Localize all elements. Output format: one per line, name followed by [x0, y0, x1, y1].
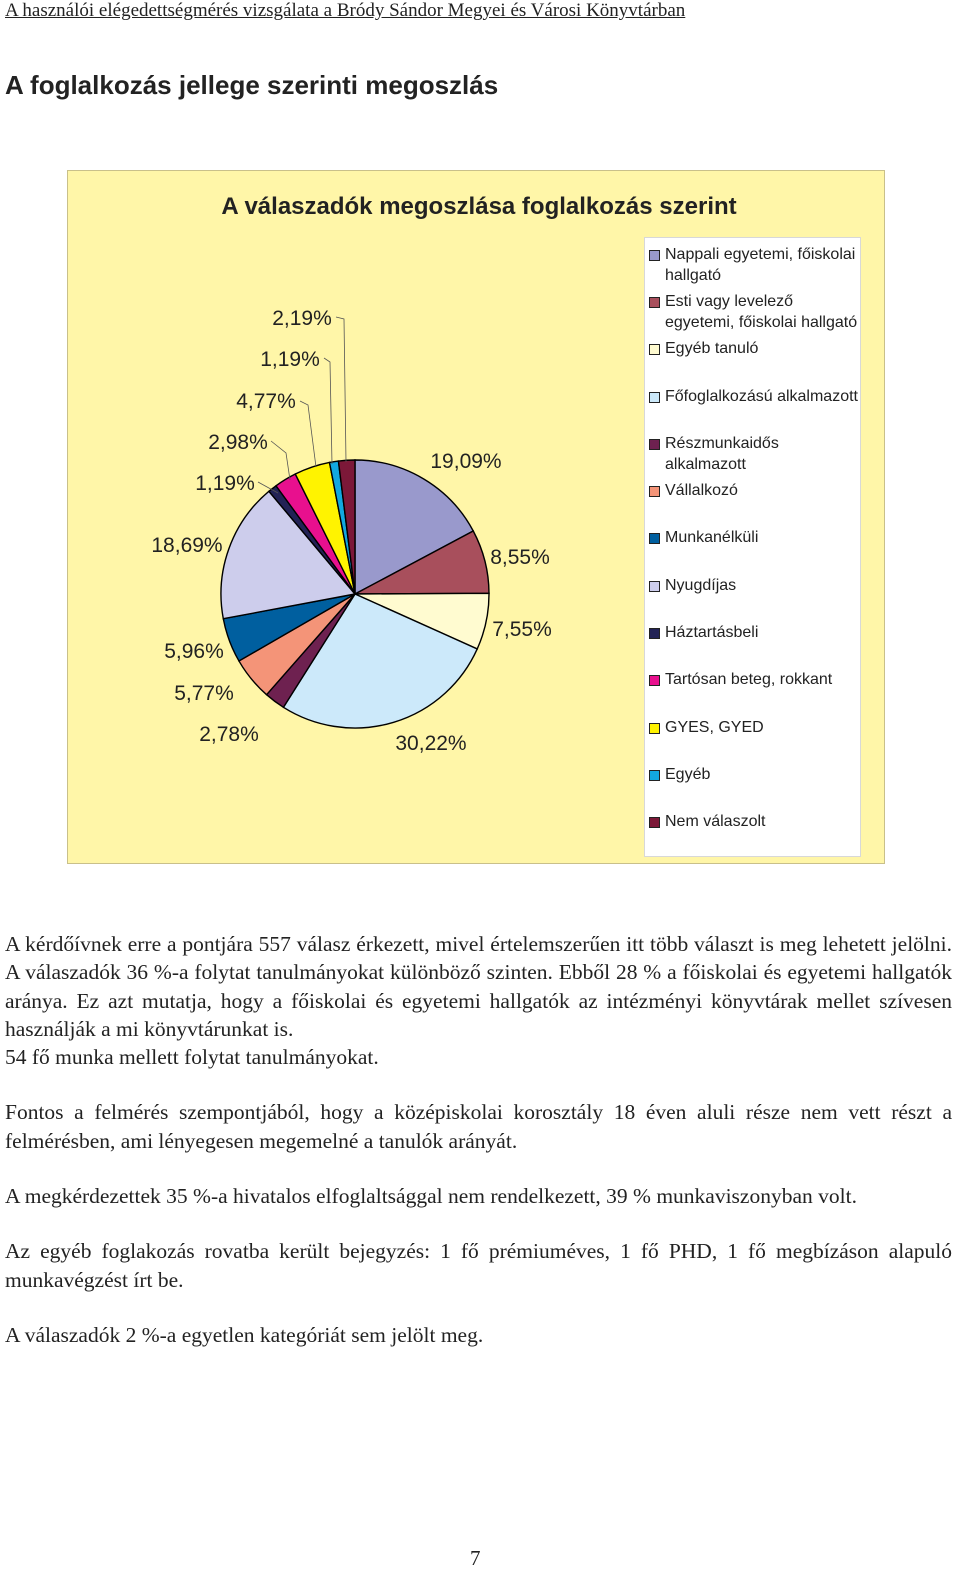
legend-item — [649, 811, 861, 832]
data-label: 8,55% — [490, 546, 550, 569]
legend-swatch — [649, 817, 660, 828]
legend-item — [649, 575, 861, 596]
legend-swatch — [649, 723, 660, 734]
page-number: 7 — [470, 1546, 481, 1570]
legend-label: Háztartásbeli — [665, 624, 759, 641]
legend-item — [649, 527, 861, 548]
data-label: 2,19% — [272, 307, 332, 330]
data-label: 1,19% — [260, 348, 320, 371]
legend-item — [649, 244, 861, 286]
paragraph-no-category: A válaszadók 2 %-a egyetlen kategóriát sem jelölt meg. — [5, 1322, 484, 1347]
data-label: 7,55% — [492, 618, 552, 641]
legend-item — [649, 669, 861, 690]
pie-chart-figure — [67, 170, 885, 864]
legend-label: Vállalkozó — [665, 482, 738, 499]
legend-label: Nem válaszolt — [665, 813, 766, 830]
leader-line — [271, 441, 290, 480]
legend-label: Nappali egyetemi, főiskolai hallgató — [665, 246, 856, 284]
legend-label: Tartósan beteg, rokkant — [665, 671, 833, 688]
legend-item — [649, 717, 861, 738]
legend-label: Részmunkaidős alkalmazott — [665, 435, 779, 473]
legend-item — [649, 291, 861, 333]
legend-item — [649, 480, 861, 501]
legend-label: GYES, GYED — [665, 719, 764, 736]
section-title: A foglalkozás jellege szerinti megoszlás — [5, 70, 499, 100]
legend-label: Nyugdíjas — [665, 577, 737, 594]
legend-swatch — [649, 439, 660, 450]
data-label: 18,69% — [151, 534, 223, 557]
legend-swatch — [649, 250, 660, 261]
legend-label: Egyéb tanuló — [665, 340, 759, 357]
legend-item — [649, 338, 861, 359]
legend-swatch — [649, 770, 660, 781]
legend-swatch — [649, 628, 660, 639]
legend-swatch — [649, 392, 660, 403]
legend-item — [649, 386, 861, 407]
leader-line — [336, 317, 346, 462]
data-label: 5,96% — [164, 640, 224, 663]
data-label: 2,98% — [208, 431, 268, 454]
paragraph-other-occupation: Az egyéb foglakozás rovatba került bejegyzés: 1 fő prémiuméves, 1 fő PHD, 1 fő megbízáson alapuló munkavégzést írt be. — [5, 1239, 952, 1292]
running-header: A használói elégedettségmérés vizsgálata a Bródy Sándor Megyei és Városi Könyvtárban — [5, 0, 686, 21]
legend-label: Főfoglalkozású alkalmazott — [665, 388, 858, 405]
body-text — [5, 930, 952, 1376]
legend-item — [649, 622, 861, 643]
chart-title: A válaszadók megoszlása foglalkozás szerint — [221, 193, 737, 220]
data-label: 5,77% — [174, 682, 234, 705]
leader-line — [300, 401, 316, 467]
chart-legend — [644, 237, 861, 857]
data-label: 30,22% — [395, 732, 467, 755]
legend-label: Esti vagy levelező egyetemi, főiskolai hallgató — [665, 293, 858, 331]
paragraph-employment: A megkérdezettek 35 %-a hivatalos elfoglaltsággal nem rendelkezett, 39 % munkaviszonyban volt. — [5, 1184, 857, 1209]
paragraph-work-study: 54 fő munka mellett folytat tanulmányokat. — [5, 1045, 379, 1070]
data-label: 1,19% — [195, 472, 255, 495]
legend-item — [649, 433, 861, 475]
legend-swatch — [649, 675, 660, 686]
legend-swatch — [649, 581, 660, 592]
legend-swatch — [649, 297, 660, 308]
data-label: 4,77% — [236, 390, 296, 413]
legend-swatch — [649, 486, 660, 497]
paragraph-secondary-school: Fontos a felmérés szempontjából, hogy a középiskolai korosztály 18 éven aluli része nem vett részt a felmérésben, ami lényegesen megemelné a tanulók arányát. — [5, 1100, 952, 1153]
data-label: 19,09% — [430, 450, 502, 473]
data-label: 2,78% — [199, 723, 259, 746]
legend-swatch — [649, 533, 660, 544]
legend-swatch — [649, 344, 660, 355]
paragraph-responses: A kérdőívnek erre a pontjára 557 válasz érkezett, mivel értelemszerűen itt több választ is meg lehetett jelölni. A válaszadók 36 %-a folytat tanulmányokat különböző szinten. Ebből 28 % a főiskolai és egyetemi hallgatók aránya. Ez azt mutatja, hogy a főiskolai és egyetemi hallgatók az intézményi könyvtárak mellet szívesen használják a mi könyvtárunkat is. — [5, 932, 952, 1041]
legend-item — [649, 764, 861, 785]
legend-label: Munkanélküli — [665, 529, 759, 546]
legend-label: Egyéb — [665, 766, 711, 783]
leader-line — [324, 358, 332, 464]
